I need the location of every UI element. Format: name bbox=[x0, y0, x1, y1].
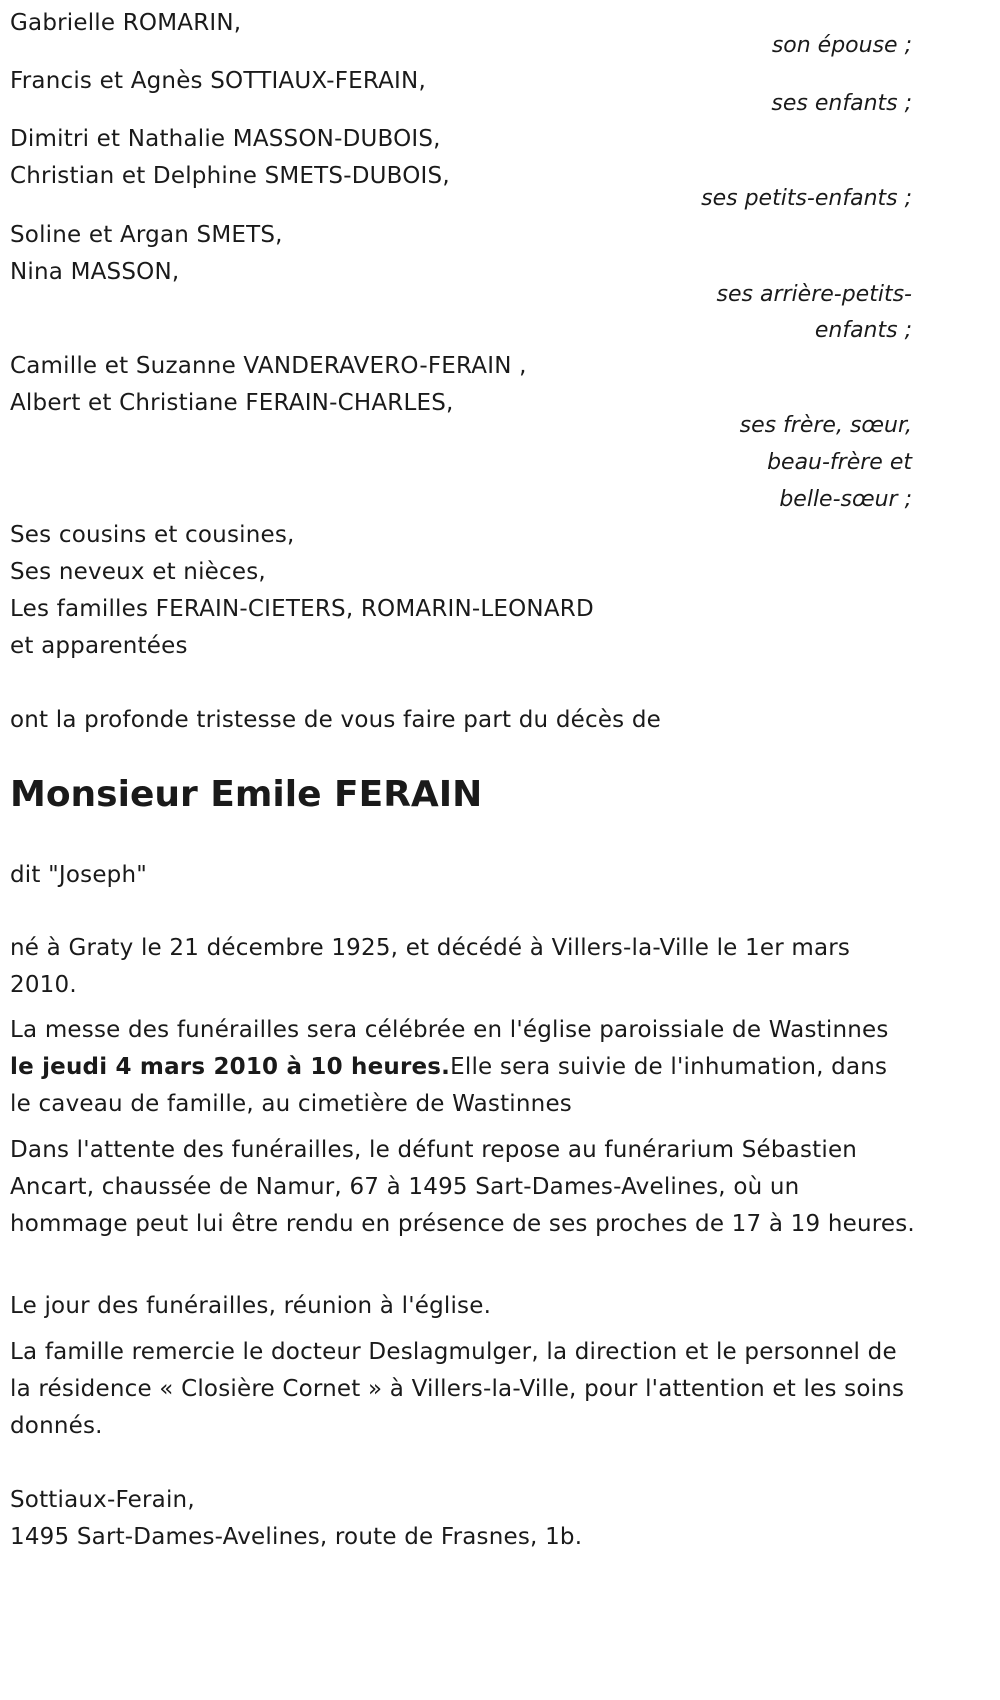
mass-text-before: La messe des funérailles sera célébrée en l'église paroissiale de Wastinnes bbox=[10, 1017, 889, 1043]
birth-death-paragraph: né à Graty le 21 décembre 1925, et décédé à Villers-la-Ville le 1er mars 2010. bbox=[10, 935, 851, 998]
children-name: Francis et Agnès SOTTIAUX-FERAIN, bbox=[10, 68, 426, 94]
great-grandchildren-relation-2: enfants ; bbox=[814, 318, 912, 343]
others-line-4: et apparentées bbox=[10, 633, 188, 659]
great-grandchildren-name-2: Nina MASSON, bbox=[10, 259, 180, 285]
siblings-relation-1: ses frère, sœur, bbox=[739, 413, 912, 438]
others-line-1: Ses cousins et cousines, bbox=[10, 522, 295, 548]
mass-text-after: Elle sera suivie de l'inhumation, dans le caveau de famille, au cimetière de Wastinnes bbox=[10, 1054, 888, 1117]
great-grandchildren-name-1: Soline et Argan SMETS, bbox=[10, 222, 283, 248]
others-line-3: Les familles FERAIN-CIETERS, ROMARIN-LEONARD bbox=[10, 596, 594, 622]
address-line-2: 1495 Sart-Dames-Avelines, route de Frasnes, 1b. bbox=[10, 1524, 583, 1550]
siblings-name-2: Albert et Christiane FERAIN-CHARLES, bbox=[10, 390, 454, 416]
funerarium-paragraph: Dans l'attente des funérailles, le défunt repose au funérarium Sébastien Ancart, chaussée de Namur, 67 à 1495 Sart-Dames-Avelines, où un hommage peut lui être rendu en présence de ses proches de 17 à 19 heures. bbox=[10, 1137, 915, 1237]
siblings-relation-3: belle-sœur ; bbox=[779, 487, 912, 512]
thanks-paragraph: La famille remercie le docteur Deslagmulger, la direction et le personnel de la résidence « Closière Cornet » à Villers-la-Ville, pour l'attention et les soins donnés. bbox=[10, 1339, 905, 1439]
spouse-relation: son épouse ; bbox=[771, 33, 912, 58]
mass-date: le jeudi 4 mars 2010 à 10 heures. bbox=[10, 1054, 451, 1080]
deceased-nickname: dit "Joseph" bbox=[10, 862, 148, 888]
siblings-relation-2: beau-frère et bbox=[767, 450, 912, 475]
grandchildren-name-2: Christian et Delphine SMETS-DUBOIS, bbox=[10, 163, 450, 189]
others-line-2: Ses neveux et nièces, bbox=[10, 559, 266, 585]
announcement-text: ont la profonde tristesse de vous faire part du décès de bbox=[10, 707, 662, 733]
grandchildren-relation: ses petits-enfants ; bbox=[701, 186, 912, 211]
mass-paragraph bbox=[10, 1012, 915, 1123]
meeting-paragraph: Le jour des funérailles, réunion à l'église. bbox=[10, 1293, 492, 1319]
children-relation: ses enfants ; bbox=[771, 91, 912, 116]
deceased-name: Monsieur Emile FERAIN bbox=[10, 774, 483, 815]
address-line-1: Sottiaux-Ferain, bbox=[10, 1487, 195, 1513]
grandchildren-name-1: Dimitri et Nathalie MASSON-DUBOIS, bbox=[10, 126, 441, 152]
siblings-name-1: Camille et Suzanne VANDERAVERO-FERAIN , bbox=[10, 353, 527, 379]
great-grandchildren-relation-1: ses arrière-petits- bbox=[716, 282, 912, 307]
spouse-name: Gabrielle ROMARIN, bbox=[10, 10, 242, 36]
